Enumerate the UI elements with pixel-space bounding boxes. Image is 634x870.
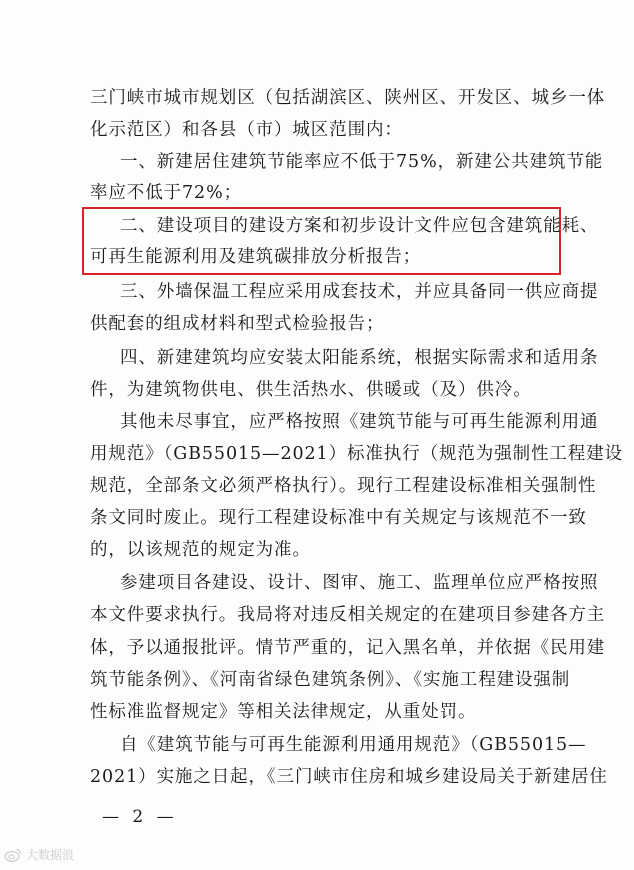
text-line: 率应不低于72%； — [90, 183, 242, 203]
text-line: 供配套的组成材料和型式检验报告； — [90, 314, 385, 334]
text-line: 用规范》（GB55015—2021）标准执行（规范为强制性工程建设 — [90, 444, 623, 464]
text-line: 三、外墙保温工程应采用成套技术，并应具备同一供应商提 — [120, 282, 599, 302]
text-line: 化示范区）和各县（市）城区范围内： — [90, 120, 403, 140]
text-line: 参建项目各建设、设计、图审、施工、监理单位应严格按照 — [120, 573, 599, 593]
text-line: 一、新建居住建筑节能率应不低于75%，新建公共建筑节能 — [120, 152, 604, 172]
text-line: 件，为建筑物供电、供生活热水、供暖或（及）供冷。 — [90, 380, 532, 400]
highlighted-text-line: 可再生能源利用及建筑碳排放分析报告； — [90, 247, 422, 267]
watermark — [4, 847, 74, 863]
watermark-text: 大数据浪 — [26, 848, 75, 862]
text-line: 筑节能条例》、《河南省绿色建筑条例》、《实施工程建设强制 — [90, 670, 571, 690]
text-line: 规范，全部条文必须严格执行）。现行工程建设标准相关强制性 — [90, 476, 597, 496]
text-line: 的，以该规范的规定为准。 — [90, 540, 311, 560]
text-line: 四、新建建筑均应安装太阳能系统，根据实际需求和适用条 — [120, 348, 599, 368]
weibo-logo-icon — [4, 848, 22, 862]
highlighted-text-line: 二、建设项目的建设方案和初步设计文件应包含建筑能耗、 — [120, 216, 599, 236]
text-line: 其他未尽事宜，应严格按照《建筑节能与可再生能源利用通 — [120, 412, 599, 432]
text-line: 2021）实施之日起，《三门峡市住房和城乡建设局关于新建居住 — [90, 767, 608, 787]
text-line: 性标准监督规定》等相关法律规定，从重处罚。 — [90, 702, 477, 722]
text-line: 三门峡市城市规划区（包括湖滨区、陕州区、开发区、城乡一体 — [90, 88, 606, 108]
text-line: 条文同时废止。现行工程建设标准中有关规定与该规范不一致 — [90, 508, 587, 528]
page-number: — 2 — — [102, 807, 178, 827]
text-line: 自《建筑节能与可再生能源利用通用规范》（GB55015— — [120, 735, 587, 755]
text-line: 体，予以通报批评。情节严重的，记入黑名单，并依据《民用建 — [90, 638, 606, 658]
text-line: 本文件要求执行。我局将对违反相关规定的在建项目参建各方主 — [90, 605, 606, 625]
